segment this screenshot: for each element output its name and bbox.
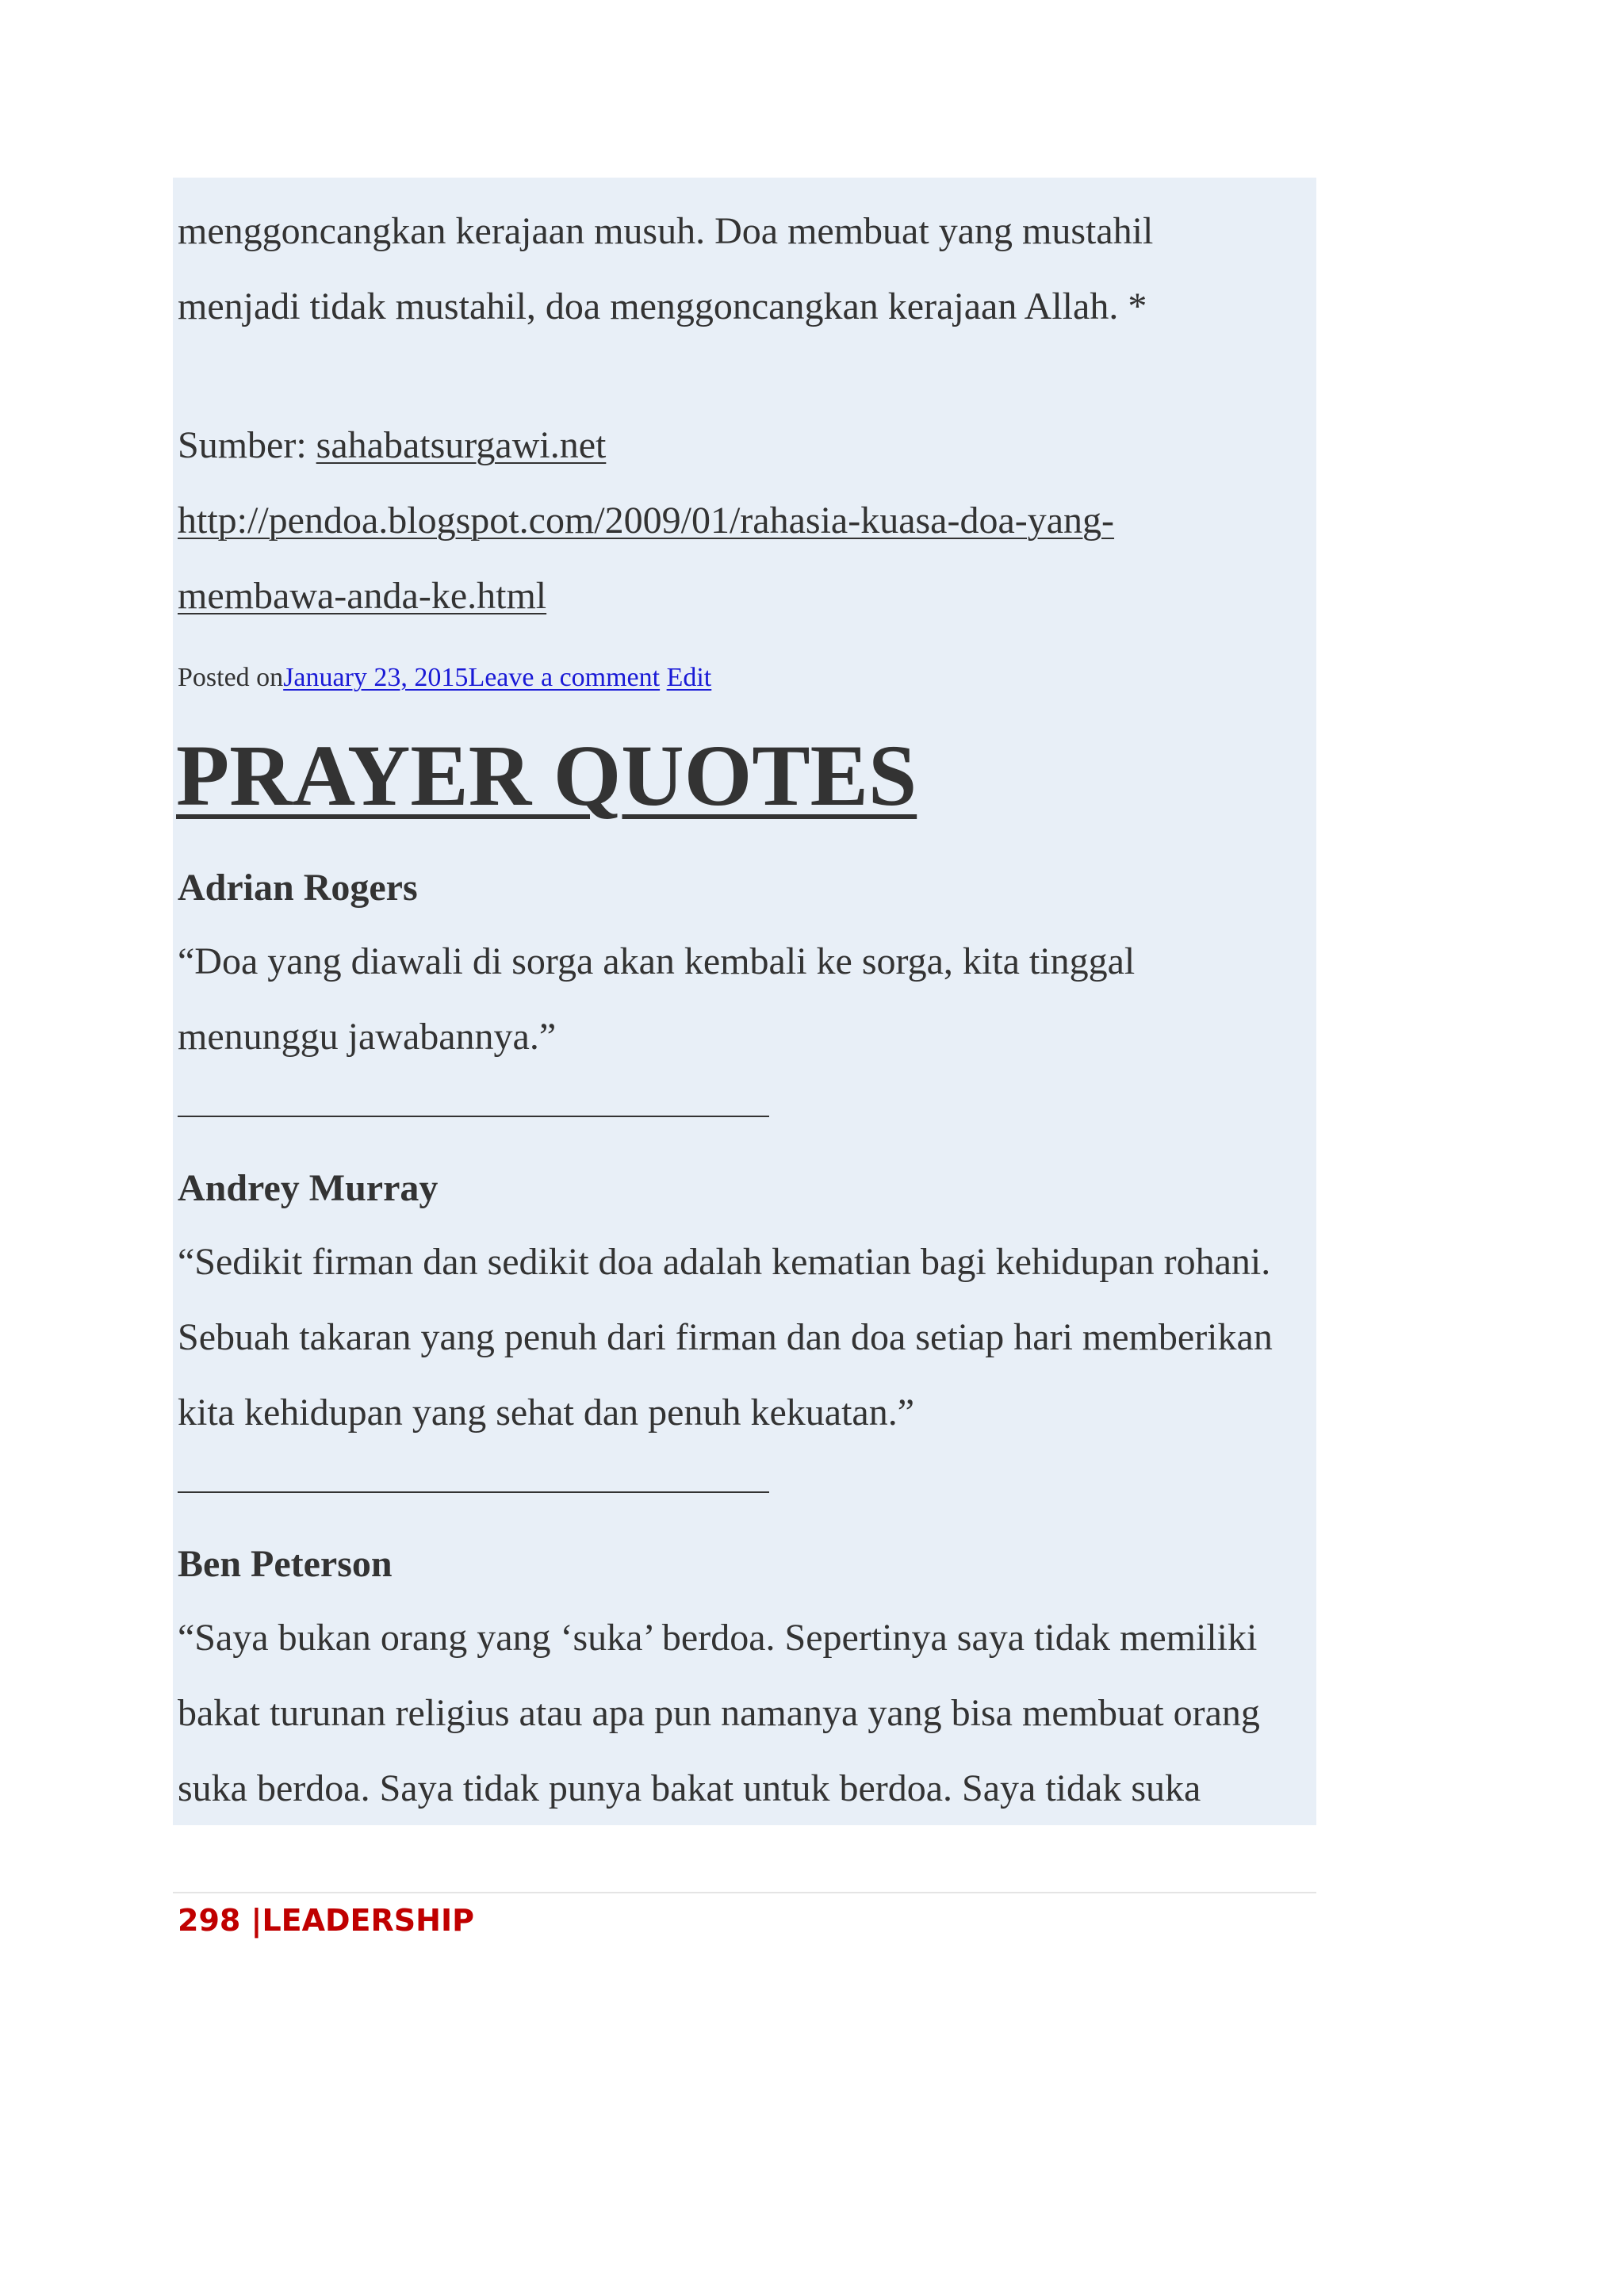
source-url-line <box>178 483 1320 558</box>
source-label: Sumber: <box>178 424 316 466</box>
quote-line: menunggu jawabannya.” <box>178 1016 557 1058</box>
section-name: LEADERSHIP <box>262 1903 474 1938</box>
quote-author: Andrey Murray <box>178 1167 439 1209</box>
quote-line: Sebuah takaran yang penuh dari firman dan doa setiap hari memberikan <box>178 1316 1273 1358</box>
edit-link[interactable]: Edit <box>666 663 712 692</box>
leave-comment-link[interactable]: Leave a comment <box>468 663 661 692</box>
page-title[interactable]: PRAYER QUOTES <box>176 727 917 824</box>
quote-author: Ben Peterson <box>178 1543 393 1585</box>
post-date-link[interactable]: January 23, 2015 <box>283 663 469 692</box>
posted-on-label: Posted on <box>178 663 284 692</box>
post-meta <box>178 660 711 696</box>
quote-separator <box>178 1491 769 1493</box>
paragraph-line: menjadi tidak mustahil, doa menggoncangkan kerajaan Allah. * <box>178 285 1147 327</box>
source-link-pendoa[interactable]: http://pendoa.blogspot.com/2009/01/rahasia-kuasa-doa-yang- <box>178 500 1115 542</box>
quote-author: Adrian Rogers <box>178 867 418 909</box>
page-number: 298 <box>178 1903 241 1938</box>
quote-line: suka berdoa. Saya tidak punya bakat untuk berdoa. Saya tidak suka <box>178 1767 1201 1809</box>
footer-divider <box>173 1892 1316 1893</box>
footer-separator: | <box>240 1903 262 1938</box>
quote-line: kita kehidupan yang sehat dan penuh kekuatan.” <box>178 1391 915 1434</box>
source-url-line <box>178 558 1320 634</box>
page-footer <box>178 1898 474 1943</box>
quote-line: “Doa yang diawali di sorga akan kembali ke sorga, kita tinggal <box>178 940 1136 982</box>
quote-separator <box>178 1116 769 1117</box>
quote-line: “Sedikit firman dan sedikit doa adalah kematian bagi kehidupan rohani. <box>178 1241 1271 1283</box>
quote-line: “Saya bukan orang yang ‘suka’ berdoa. Sepertinya saya tidak memiliki <box>178 1617 1258 1659</box>
paragraph-line: menggoncangkan kerajaan musuh. Doa membuat yang mustahil <box>178 210 1154 252</box>
quote-line: bakat turunan religius atau apa pun namanya yang bisa membuat orang <box>178 1692 1260 1734</box>
source-line <box>178 408 1320 483</box>
source-link-sahabatsurgawi[interactable]: sahabatsurgawi.net <box>316 424 607 466</box>
source-link-pendoa-continued[interactable]: membawa-anda-ke.html <box>178 575 547 617</box>
